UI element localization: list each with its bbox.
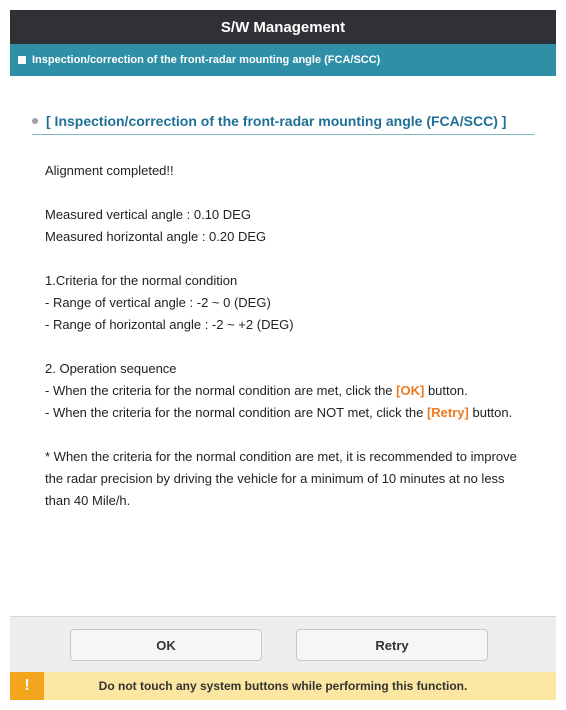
sub-header-label: Inspection/correction of the front-radar mounting angle (FCA/SCC) [32,54,381,66]
section-title: [ Inspection/correction of the front-radar mounting angle (FCA/SCC) ] [46,113,507,129]
criteria-horizontal: - Range of horizontal angle : -2 ~ +2 (DEG) [45,317,294,332]
square-bullet-icon [18,56,26,64]
dialog-window [10,10,556,700]
retry-reference: [Retry] [426,405,469,420]
sequence-step-2 [45,402,525,424]
recommendation-note: * When the criteria for the normal condition are met, it is recommended to improve the radar precision by driving the vehicle for a minimum of 10 minutes at no less than 40 Mile/h. [45,449,517,508]
window-title: S/W Management [10,10,556,44]
criteria-vertical: - Range of vertical angle : -2 ~ 0 (DEG) [45,295,271,310]
bullet-icon [32,118,38,124]
sequence-step-2-suffix: button. [468,405,513,420]
sequence-step-1 [45,380,525,402]
warning-text: Do not touch any system buttons while performing this function. [98,679,468,693]
section-header [32,108,534,135]
instruction-text [45,160,525,512]
sequence-heading: 2. Operation sequence [45,361,177,376]
sequence-step-2-text: - When the criteria for the normal condition are NOT met, click the [45,405,427,420]
content-area [10,76,556,616]
button-bar [10,616,556,673]
sequence-step-1-text: - When the criteria for the normal condition are met, click the [45,383,397,398]
retry-button[interactable]: Retry [296,629,488,661]
sub-header [10,44,556,76]
measured-vertical-angle: Measured vertical angle : 0.10 DEG [45,207,251,222]
measured-horizontal-angle: Measured horizontal angle : 0.20 DEG [45,229,267,244]
status-message: Alignment completed!! [45,163,174,178]
sequence-step-1-suffix: button. [424,383,468,398]
warning-icon: ! [10,672,44,700]
warning-bar [10,672,556,700]
ok-button[interactable]: OK [70,629,262,661]
ok-reference: [OK] [396,383,425,398]
criteria-heading: 1.Criteria for the normal condition [45,273,238,288]
